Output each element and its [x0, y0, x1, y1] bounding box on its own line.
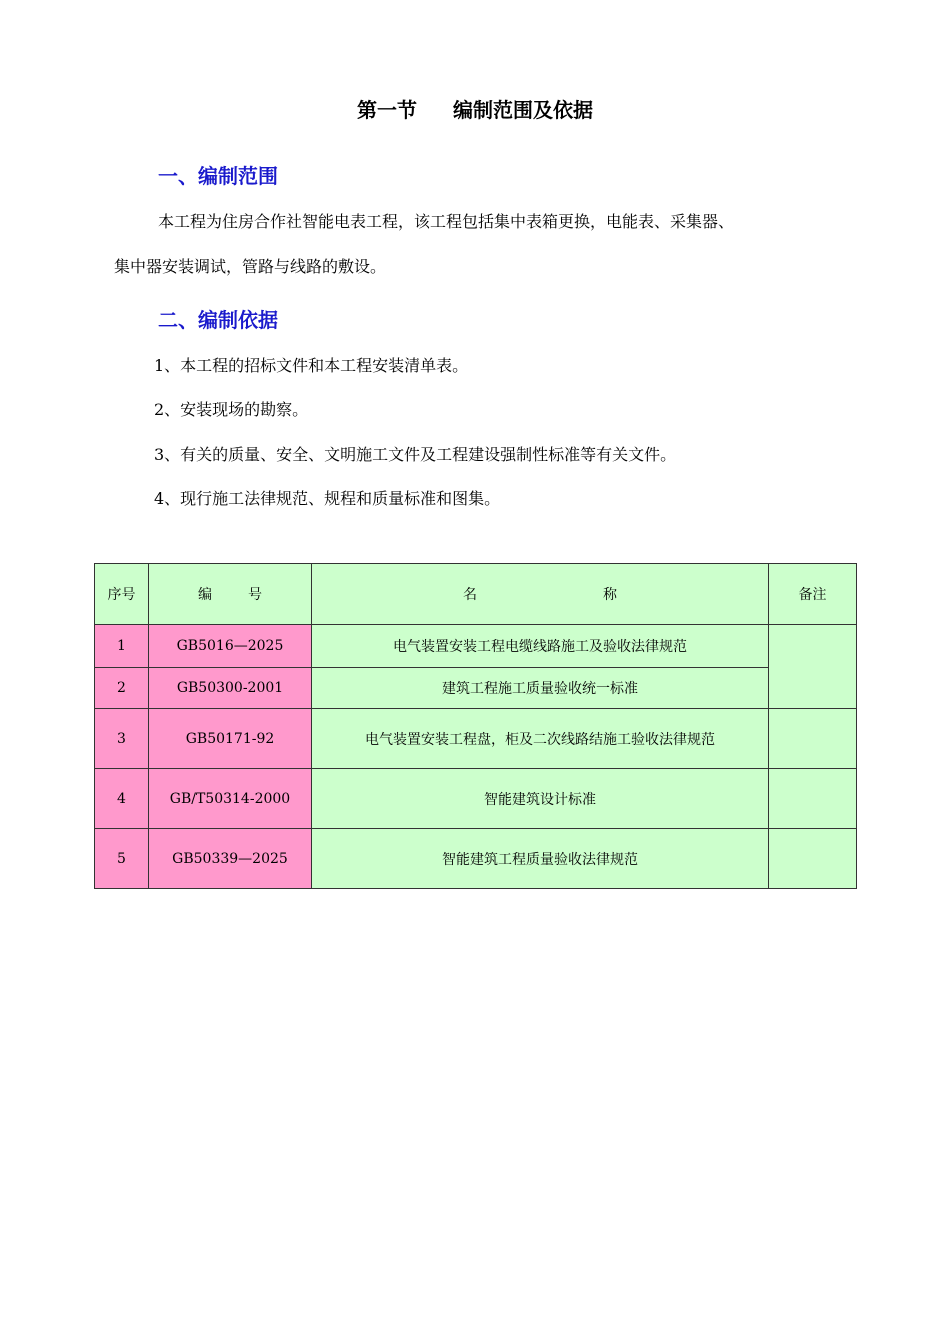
- row-code: GB50171-92: [149, 709, 312, 769]
- standards-table: [94, 563, 857, 889]
- header-remark: 备注: [769, 564, 857, 625]
- row-name: 智能建筑工程质量验收法律规范: [312, 829, 769, 889]
- row-remark: [769, 709, 857, 769]
- basis-item-3: 3、有关的质量、安全、文明施工文件及工程建设强制性标准等有关文件。: [154, 445, 677, 464]
- row-seq: 1: [95, 625, 149, 668]
- row-seq: 4: [95, 769, 149, 829]
- basis-item-4: 4、现行施工法律规范、规程和质量标准和图集。: [154, 489, 501, 508]
- row-code: GB5016—2025: [149, 625, 312, 668]
- scope-heading: 一、编制范围: [158, 164, 278, 188]
- row-remark: [769, 829, 857, 889]
- row-code: GB50339—2025: [149, 829, 312, 889]
- table-row: [95, 709, 857, 769]
- header-seq: 序号: [95, 564, 149, 625]
- row-name: 电气装置安装工程盘，柜及二次线路结施工验收法律规范: [312, 709, 769, 769]
- row-seq: 3: [95, 709, 149, 769]
- basis-item-1: 1、本工程的招标文件和本工程安装清单表。: [154, 356, 469, 375]
- section-name: 编制范围及依据: [453, 98, 593, 122]
- row-seq: 2: [95, 668, 149, 709]
- row-code: GB/T50314-2000: [149, 769, 312, 829]
- row-remark: [769, 769, 857, 829]
- table-row: [95, 829, 857, 889]
- basis-heading: 二、编制依据: [158, 308, 278, 332]
- header-name: 名 称: [312, 564, 769, 625]
- row-name: 建筑工程施工质量验收统一标准: [312, 668, 769, 709]
- basis-item-2: 2、安装现场的勘察。: [154, 400, 309, 419]
- row-seq: 5: [95, 829, 149, 889]
- row-name: 智能建筑设计标准: [312, 769, 769, 829]
- row-name: 电气装置安装工程电缆线路施工及验收法律规范: [312, 625, 769, 668]
- table-row: [95, 769, 857, 829]
- row-remark: [769, 625, 857, 709]
- section-number: 第一节: [357, 98, 417, 122]
- header-code: 编 号: [149, 564, 312, 625]
- scope-text-line-1: 本工程为住房合作社智能电表工程，该工程包括集中表箱更换，电能表、采集器、: [158, 212, 735, 231]
- table-header-row: [95, 564, 857, 625]
- row-code: GB50300-2001: [149, 668, 312, 709]
- scope-text-line-2: 集中器安装调试，管路与线路的敷设。: [114, 257, 387, 276]
- table-row: [95, 668, 857, 709]
- page-title: [0, 96, 950, 124]
- table-row: [95, 625, 857, 668]
